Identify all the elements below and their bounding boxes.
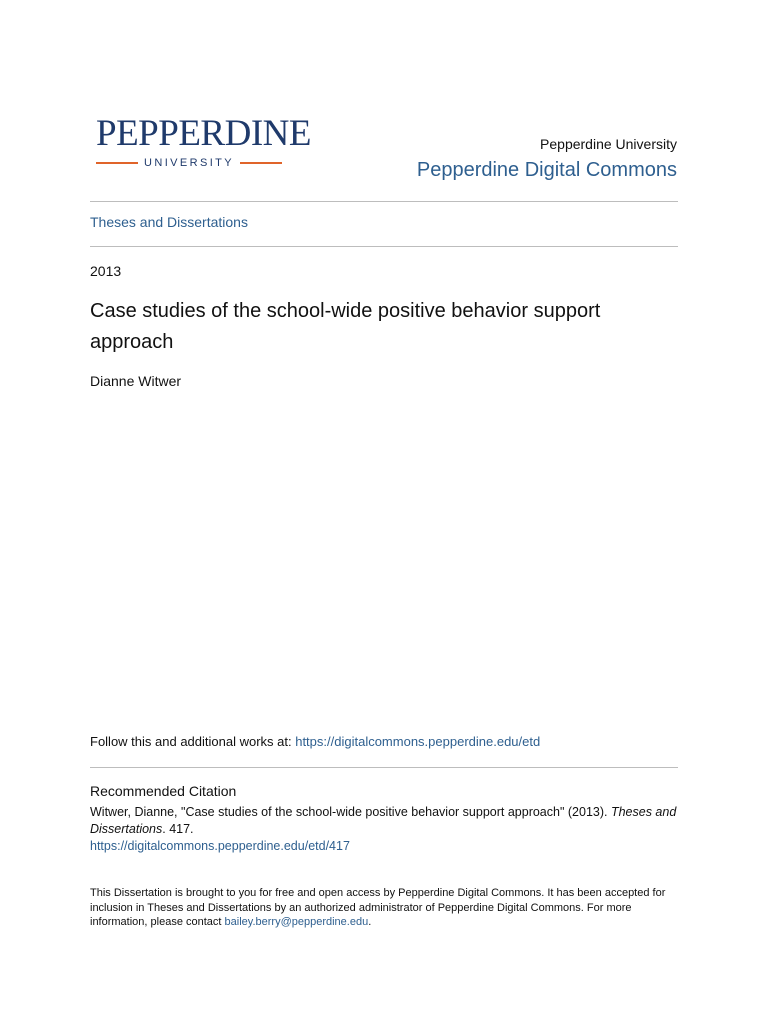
logo-wordmark: PEPPERDINE (96, 113, 311, 154)
repository-link[interactable]: Pepperdine Digital Commons (416, 159, 677, 181)
divider-top (90, 201, 678, 202)
divider-middle (90, 246, 678, 247)
access-notice (90, 886, 680, 930)
publication-year: 2013 (90, 263, 122, 279)
logo-university-text: UNIVERSITY (144, 157, 235, 169)
contact-email-link[interactable]: bailey.berry@pepperdine.edu (224, 916, 369, 928)
follow-label: Follow this and additional works at: (90, 734, 296, 749)
notice-text: This Dissertation is brought to you for free and open access by Pepperdine Digital Commons. It has been accepted for inclusion in Theses and Dissertations by an authorized administrator of Pepperdine Digital Commons. For more information, please contact (90, 887, 666, 928)
citation-block (90, 804, 680, 855)
author-name: Dianne Witwer (90, 373, 182, 389)
follow-line (90, 734, 540, 749)
citation-number: . 417. (162, 822, 194, 836)
citation-series: Theses and Dissertations (90, 805, 677, 836)
divider-bottom (90, 767, 678, 768)
logo-line-right (240, 162, 282, 164)
collection-link[interactable]: Theses and Dissertations (90, 214, 248, 230)
logo-line-left (96, 162, 138, 164)
recommended-citation-heading: Recommended Citation (90, 783, 237, 799)
citation-url-link[interactable]: https://digitalcommons.pepperdine.edu/etd/417 (90, 839, 350, 853)
document-title: Case studies of the school-wide positive behavior support approach (90, 300, 601, 353)
citation-text: Witwer, Dianne, "Case studies of the school-wide positive behavior support approach" (2013). (90, 805, 611, 819)
pepperdine-logo (96, 113, 311, 170)
collection-url-link[interactable]: https://digitalcommons.pepperdine.edu/etd (295, 734, 541, 749)
logo-subline (96, 156, 282, 170)
notice-end: . (368, 916, 372, 928)
institution-name: Pepperdine University (540, 136, 677, 152)
institution-header (417, 136, 677, 182)
